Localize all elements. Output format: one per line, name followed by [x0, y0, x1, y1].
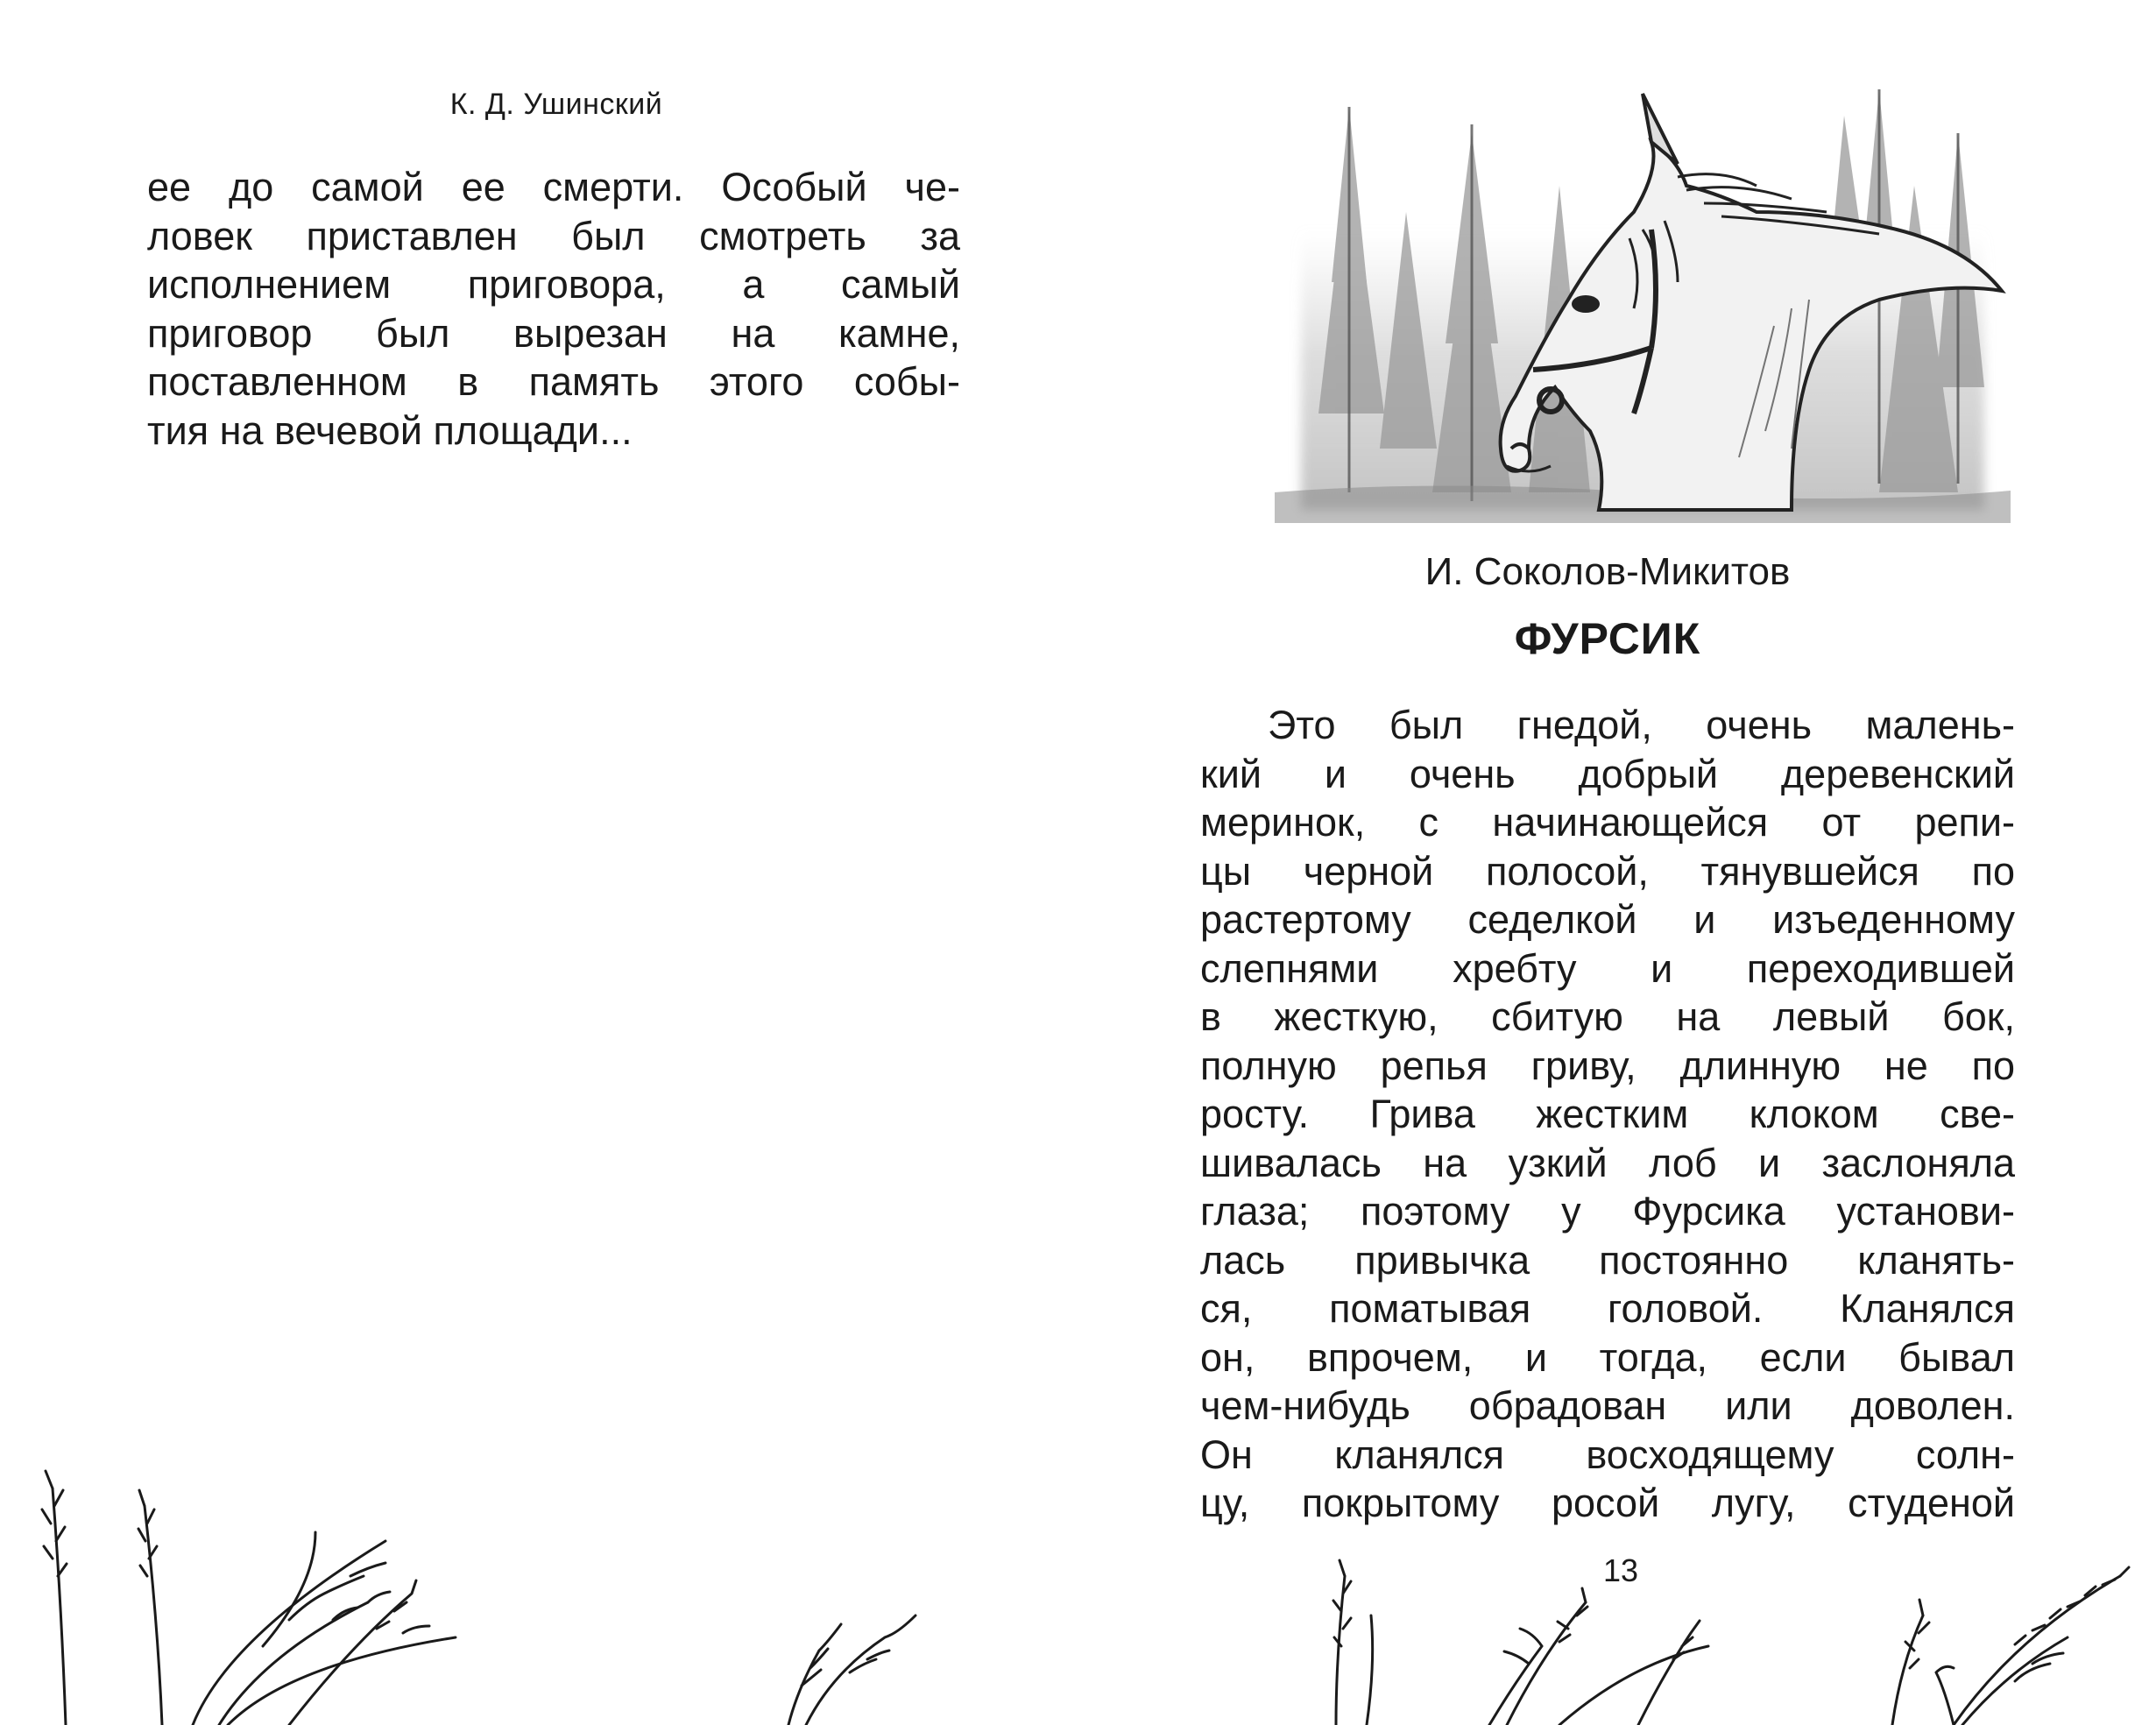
text-line: ся, поматывая головой. Кланялся — [1200, 1286, 2015, 1331]
text-line: чем-нибудь обрадован или доволен. — [1200, 1383, 2015, 1428]
text-line: лась привычка постоянно кланять- — [1200, 1237, 2015, 1283]
text-line: кий и очень добрый деревенский — [1200, 751, 2015, 796]
text-line: меринок, с начинающейся от репи- — [1200, 800, 2015, 845]
text-line: цы черной полосой, тянувшейся по — [1200, 848, 2015, 894]
text-line: поставленном в память этого собы- — [147, 359, 960, 404]
story-author: И. Соколов-Микитов — [1424, 550, 1791, 593]
left-body-text — [147, 163, 960, 455]
text-line: растертому седелкой и изъеденному — [1200, 897, 2015, 942]
text-line: он, впрочем, и тогда, если бывал — [1200, 1334, 2015, 1380]
text-line: росту. Грива жестким клоком све- — [1200, 1092, 2015, 1136]
grass-stalks-drawing-icon — [0, 1427, 2156, 1725]
text-line: исполнением приговора, а самый — [147, 262, 960, 307]
right-body-text — [1200, 701, 2015, 1528]
text-line: ее до самой ее смерти. Особый че- — [147, 165, 960, 209]
page-number: 13 — [1602, 1552, 1639, 1588]
text-line: Он кланялся восходящему солн- — [1200, 1432, 2015, 1477]
text-line: слепнями хребту и переходившей — [1200, 945, 2015, 991]
text-line: шивалась на узкий лоб и заслоняла — [1200, 1140, 2015, 1185]
text-line: глаза; поэтому у Фурсика установи- — [1200, 1189, 2015, 1234]
story-title: ФУРСИК — [1514, 614, 1701, 663]
text-line: тия на вечевой площади... — [147, 407, 633, 453]
horse-head-in-forest-drawing-icon — [1266, 81, 2019, 523]
text-line: цу, покрытому росой лугу, студеной — [1200, 1481, 2015, 1525]
text-line: полную репья гриву, длинную не по — [1200, 1043, 2015, 1088]
running-header: К. Д. Ушинский — [449, 88, 663, 121]
text-line: ловек приставлен был смотреть за — [147, 213, 960, 258]
text-line: приговор был вырезан на камне, — [147, 310, 960, 356]
text-line: Это был гнедой, очень малень- — [1268, 703, 2015, 747]
text-line: в жесткую, сбитую на левый бок, — [1200, 994, 2015, 1039]
